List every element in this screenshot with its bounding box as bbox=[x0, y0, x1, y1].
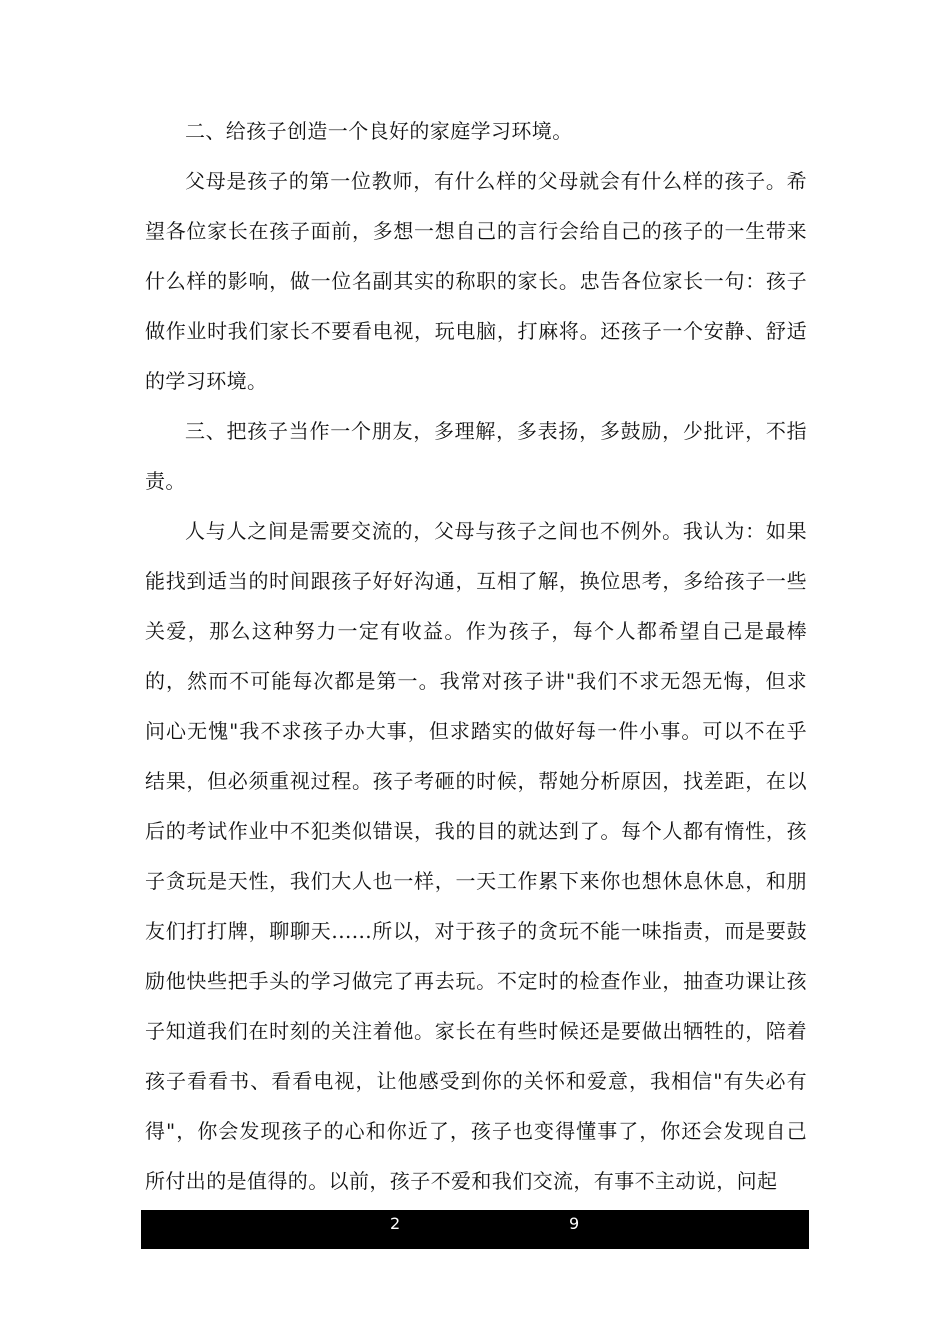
page-number-total: 9 bbox=[569, 1214, 580, 1233]
document-body bbox=[145, 106, 807, 1206]
page-number-current: 2 bbox=[390, 1214, 401, 1233]
body-paragraph: 父母是孩子的第一位教师，有什么样的父母就会有什么样的孩子。希望各位家长在孩子面前，多想一想自己的言行会给自己的孩子的一生带来什么样的影响，做一位名副其实的称职的家长。忠告各位家长一句：孩子做作业时我们家长不要看电视，玩电脑，打麻将。还孩子一个安静、舒适的学习环境。 bbox=[145, 169, 807, 393]
page-footer-bar bbox=[141, 1210, 809, 1249]
section-heading-two: 二、给孩子创造一个良好的家庭学习环境。 bbox=[185, 119, 573, 143]
section-heading-three: 三、把孩子当作一个朋友，多理解，多表扬，多鼓励，少批评，不指责。 bbox=[145, 419, 807, 493]
body-paragraph: 人与人之间是需要交流的，父母与孩子之间也不例外。我认为：如果能找到适当的时间跟孩子好好沟通，互相了解，换位思考，多给孩子一些关爱，那么这种努力一定有收益。作为孩子，每个人都希望自己是最棒的，然而不可能每次都是第一。我常对孩子讲"我们不求无怨无悔，但求问心无愧"我不求孩子办大事，但求踏实的做好每一件小事。可以不在乎结果，但必须重视过程。孩子考砸的时候，帮她分析原因，找差距，在以后的考试作业中不犯类似错误，我的目的就达到了。每个人都有惰性，孩子贪玩是天性，我们大人也一样，一天工作累下来你也想休息休息，和朋友们打打牌，聊聊天......所以，对于孩子的贪玩不能一味指责，而是要鼓励他快些把手头的学习做完了再去玩。不定时的检查作业，抽查功课让孩子知道我们在时刻的关注着他。家长在有些时候还是要做出牺牲的，陪着孩子看看书、看看电视，让他感受到你的关怀和爱意，我相信"有失必有得"，你会发现孩子的心和你近了，孩子也变得懂事了，你还会发现自己所付出的是值得的。以前，孩子不爱和我们交流，有事不主动说，问起 bbox=[145, 519, 807, 1193]
